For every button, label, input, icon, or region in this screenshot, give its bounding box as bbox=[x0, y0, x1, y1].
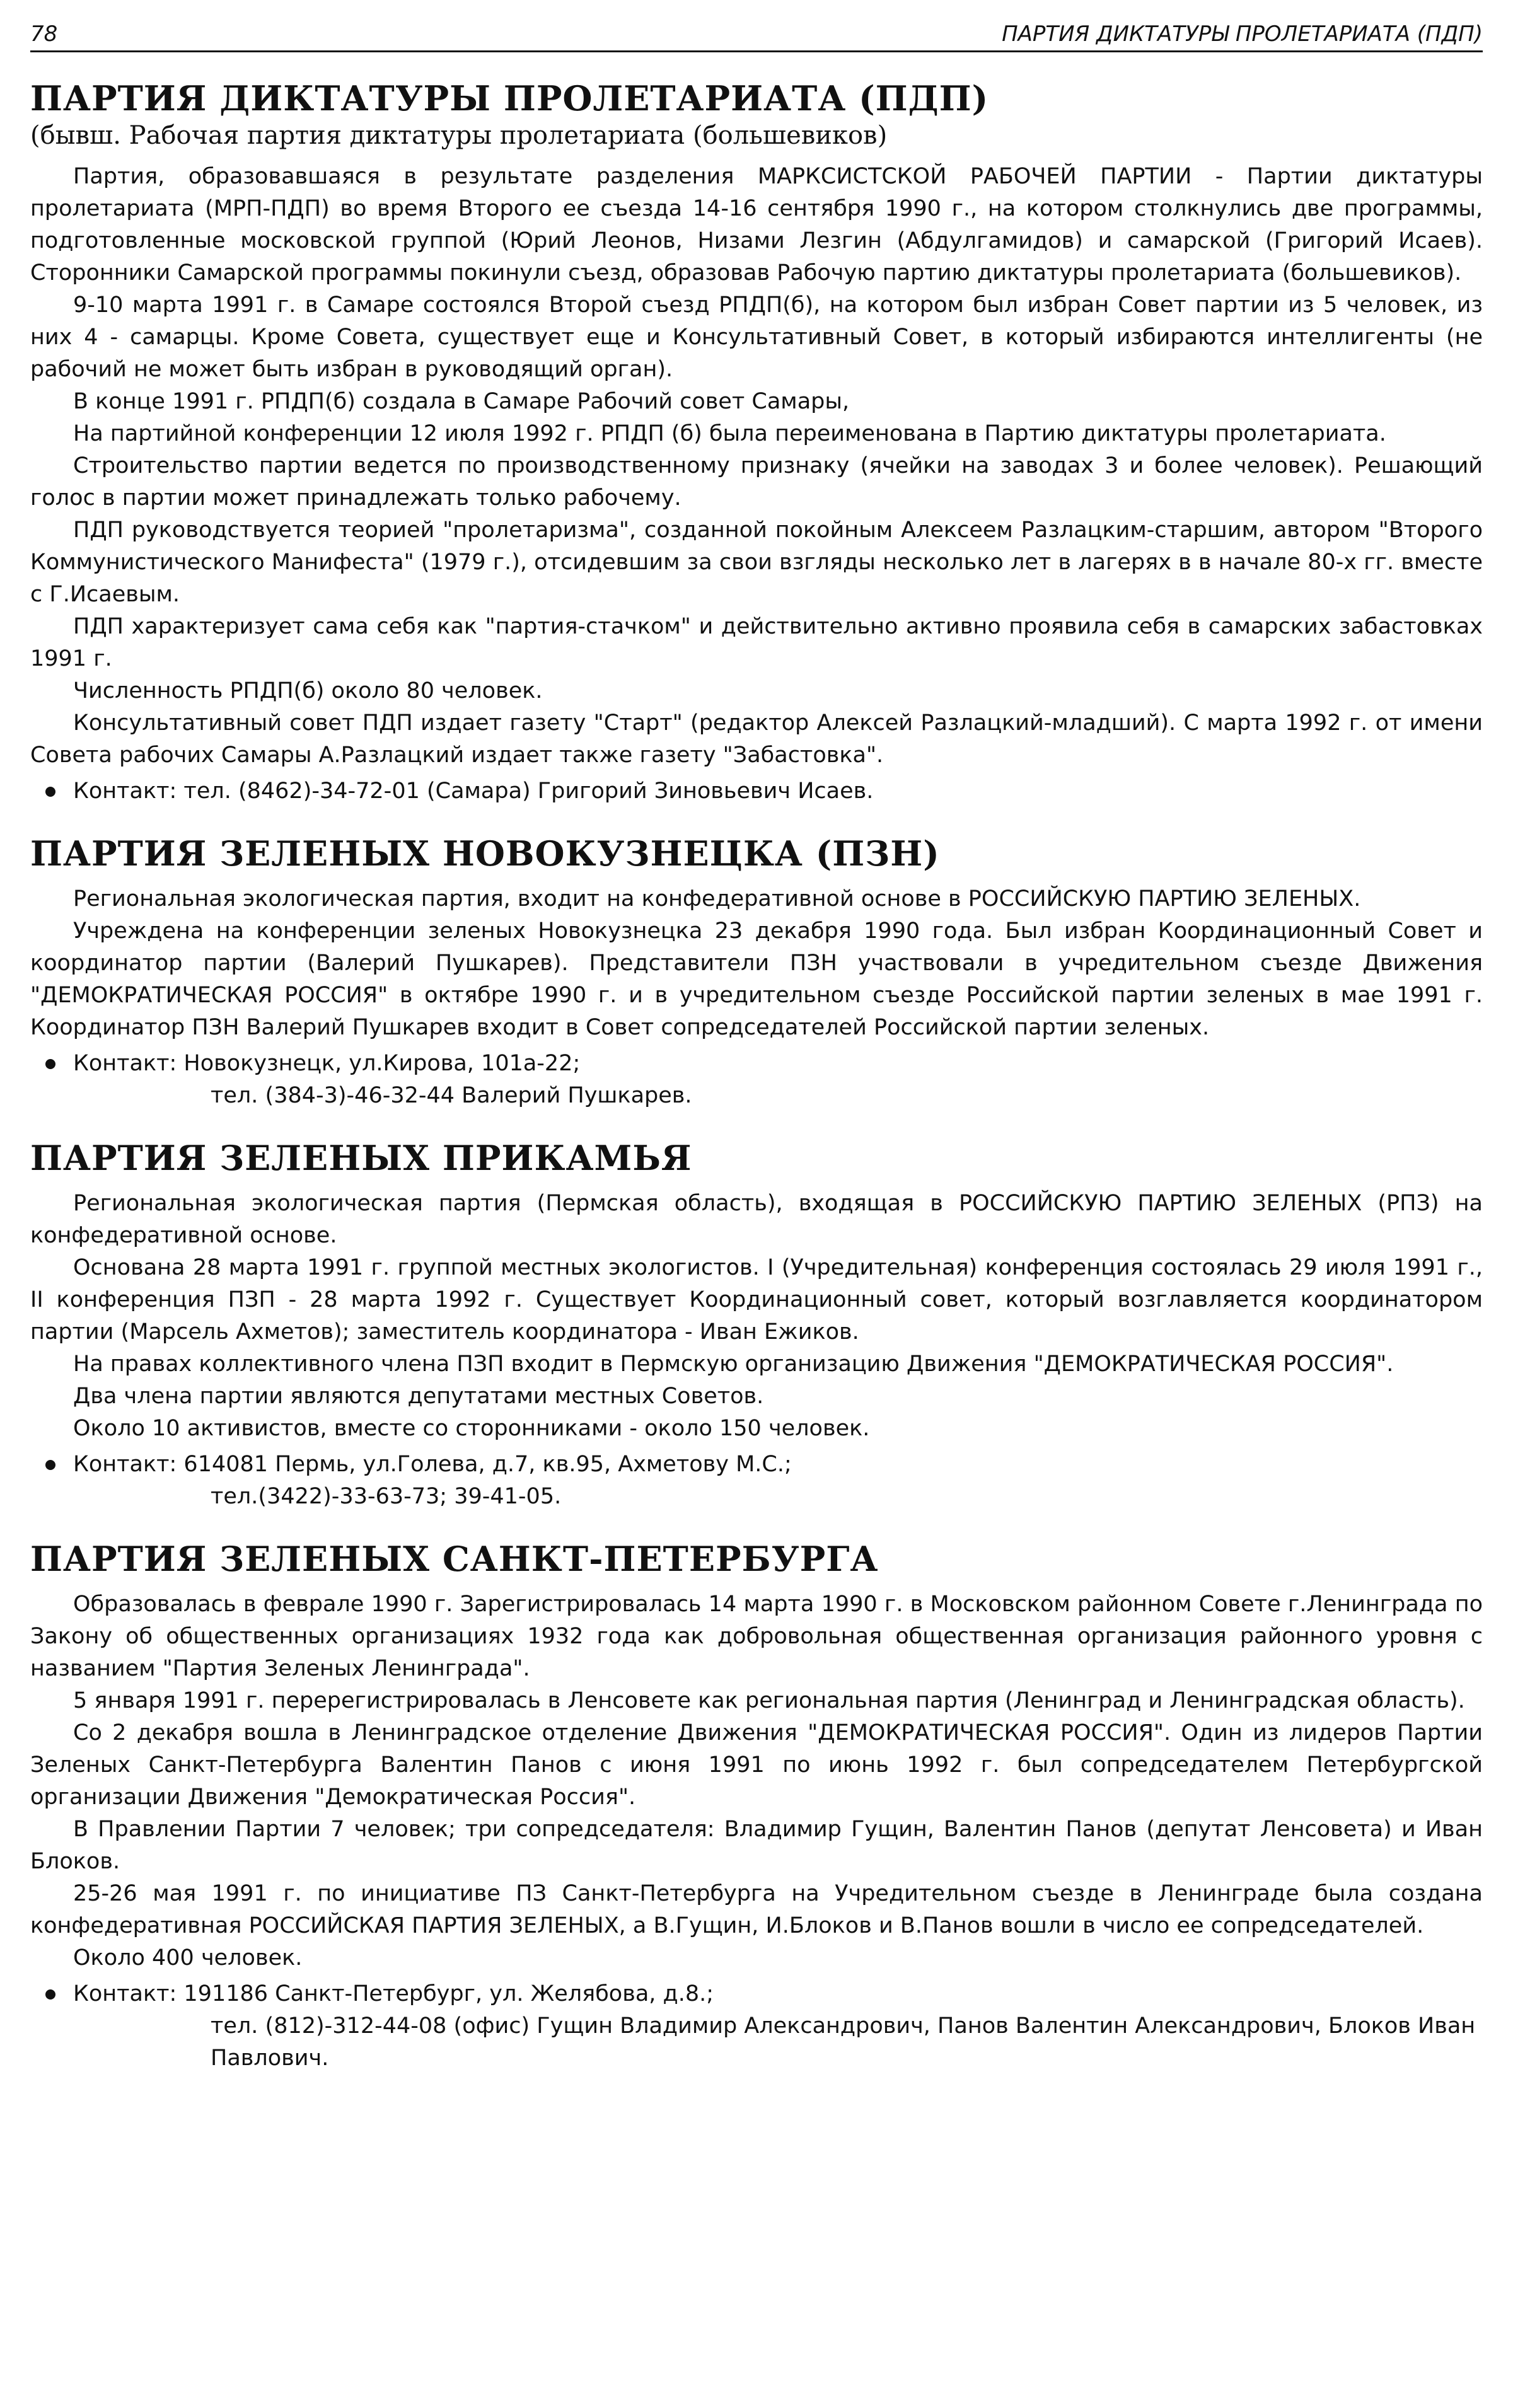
section-title: ПАРТИЯ ЗЕЛЕНЫХ САНКТ-ПЕТЕРБУРГА bbox=[30, 1539, 879, 1579]
running-header bbox=[30, 18, 1483, 52]
party-section bbox=[30, 78, 1483, 807]
paragraph: ПДП характеризует сама себя как "партия-стачком" и действительно активно проявила себя в самарских забастовках 1991 г. bbox=[30, 614, 1483, 671]
sections-container bbox=[30, 78, 1483, 2075]
paragraph: Консультативный совет ПДП издает газету "Старт" (редактор Алексей Разлацкий-младший). С марта 1992 г. от имени Совета рабочих Самары А.Разлацкий издает также газету "Забастовка". bbox=[30, 710, 1483, 768]
paragraph: Строительство партии ведется по производственному признаку (ячейки на заводах 3 и более человек). Решающий голос в партии может принадлежать только рабочему. bbox=[30, 453, 1483, 511]
paragraph: Партия, образовавшаяся в результате разделения МАРКСИСТСКОЙ РАБОЧЕЙ ПАРТИИ - Партии диктатуры пролетариата (МРП-ПДП) во время Второго ее съезда 14-16 сентября 1990 г., на котором столкнулись две программы, подготовленные московской группой (Юрий Леонов, Низами Лезгин (Абдулгамидов) и самарской (Григорий Исаев). Сторонники Самарской программы покинули съезд, образовав Рабочую партию диктатуры пролетариата (большевиков). bbox=[30, 164, 1483, 286]
party-section bbox=[30, 833, 1483, 1112]
contact-line: Контакт: 614081 Пермь, ул.Голева, д.7, кв.95, Ахметову М.С.; bbox=[73, 1452, 792, 1477]
section-title: ПАРТИЯ ЗЕЛЕНЫХ НОВОКУЗНЕЦКА (ПЗН) bbox=[30, 833, 940, 874]
contact-line: Контакт: Новокузнецк, ул.Кирова, 101а-22; bbox=[73, 1051, 581, 1076]
running-title: ПАРТИЯ ДИКТАТУРЫ ПРОЛЕТАРИАТА (ПДП) bbox=[1002, 21, 1483, 47]
contact-block bbox=[30, 1449, 1483, 1513]
paragraph: Региональная экологическая партия (Пермская область), входящая в РОССИЙСКУЮ ПАРТИЮ ЗЕЛЕНЫХ (РПЗ) на конфедеративной основе. bbox=[30, 1191, 1483, 1248]
contact-block bbox=[30, 1048, 1483, 1112]
paragraph: 25-26 мая 1991 г. по инициативе ПЗ Санкт-Петербурга на Учредительном съезде в Ленинграде была создана конфедеративная РОССИЙСКАЯ ПАРТИЯ ЗЕЛЕНЫХ, а В.Гущин, И.Блоков и В.Панов вошли в число ее сопредседателей. bbox=[30, 1881, 1483, 1938]
contact-line: тел. (384-3)-46-32-44 Валерий Пушкарев. bbox=[211, 1083, 692, 1108]
paragraph: Численность РПДП(б) около 80 человек. bbox=[73, 678, 543, 703]
paragraph: Региональная экологическая партия, входит на конфедеративной основе в РОССИЙСКУЮ ПАРТИЮ ЗЕЛЕНЫХ. bbox=[73, 886, 1361, 912]
paragraph: ПДП руководствуется теорией "пролетаризма", созданной покойным Алексеем Разлацким-старшим, автором "Второго Коммунистического Манифеста" (1979 г.), отсидевшим за свои взгляды несколько лет в лагерях в в начале 80-х гг. вместе с Г.Исаевым. bbox=[30, 518, 1483, 607]
party-section bbox=[30, 1137, 1483, 1513]
paragraph: В Правлении Партии 7 человек; три сопредседателя: Владимир Гущин, Валентин Панов (депутат Ленсовета) и Иван Блоков. bbox=[30, 1817, 1483, 1874]
paragraph: Образовалась в феврале 1990 г. Зарегистрировалась 14 марта 1990 г. в Московском районном Совете г.Ленинграда по Закону об общественных организациях 1932 года как добровольная общественная организация районного уровня с названием "Партия Зеленых Ленинграда". bbox=[30, 1592, 1483, 1681]
paragraph: 5 января 1991 г. перерегистрировалась в Ленсовете как региональная партия (Ленинград и Ленинградская область). bbox=[73, 1688, 1465, 1713]
paragraph: В конце 1991 г. РПДП(б) создала в Самаре Рабочий совет Самары, bbox=[73, 389, 850, 414]
section-subtitle: (бывш. Рабочая партия диктатуры пролетариата (большевиков) bbox=[30, 121, 888, 150]
paragraph: Два члена партии являются депутатами местных Советов. bbox=[73, 1384, 764, 1409]
paragraph: Основана 28 марта 1991 г. группой местных экологистов. I (Учредительная) конференция состоялась 29 июля 1991 г., II конференция ПЗП - 28 марта 1992 г. Существует Координационный совет, который возглавляется координатором партии (Марсель Ахметов); заместитель координатора - Иван Ежиков. bbox=[30, 1255, 1483, 1345]
paragraph: На партийной конференции 12 июля 1992 г. РПДП (б) была переименована в Партию диктатуры пролетариата. bbox=[73, 421, 1386, 446]
section-title: ПАРТИЯ ЗЕЛЕНЫХ ПРИКАМЬЯ bbox=[30, 1138, 692, 1178]
contact-block bbox=[30, 775, 1483, 807]
party-section bbox=[30, 1538, 1483, 2075]
paragraph: Около 10 активистов, вместе со сторонниками - около 150 человек. bbox=[73, 1416, 870, 1441]
paragraph: 9-10 марта 1991 г. в Самаре состоялся Второй съезд РПДП(б), на котором был избран Совет партии из 5 человек, из них 4 - самарцы. Кроме Совета, существует еще и Консультативный Совет, в который избираются интеллигенты (не рабочий не может быть избран в руководящий орган). bbox=[30, 292, 1483, 382]
section-title: ПАРТИЯ ДИКТАТУРЫ ПРОЛЕТАРИАТА (ПДП) bbox=[30, 78, 989, 119]
contact-line: тел. (812)-312-44-08 (офис) Гущин Владимир Александрович, Панов Валентин Александрович, Блоков Иван Павлович. bbox=[211, 2013, 1476, 2071]
contact-line: Контакт: тел. (8462)-34-72-01 (Самара) Григорий Зиновьевич Исаев. bbox=[73, 779, 874, 804]
page-number: 78 bbox=[30, 21, 58, 47]
contact-line: Контакт: 191186 Санкт-Петербург, ул. Желябова, д.8.; bbox=[73, 1981, 714, 2006]
paragraph: Учреждена на конференции зеленых Новокузнецка 23 декабря 1990 года. Был избран Координационный Совет и координатор партии (Валерий Пушкарев). Представители ПЗН участвовали в учредительном съезде Движения "ДЕМОКРАТИЧЕСКАЯ РОССИЯ" в октябре 1990 г. и в учредительном съезде Российской партии зеленых в мае 1991 г. Координатор ПЗН Валерий Пушкарев входит в Совет сопредседателей Российской партии зеленых. bbox=[30, 918, 1483, 1040]
paragraph: На правах коллективного члена ПЗП входит в Пермскую организацию Движения "ДЕМОКРАТИЧЕСКАЯ РОССИЯ". bbox=[73, 1352, 1394, 1377]
contact-block bbox=[30, 1978, 1483, 2075]
paragraph: Со 2 декабря вошла в Ленинградское отделение Движения "ДЕМОКРАТИЧЕСКАЯ РОССИЯ". Один из лидеров Партии Зеленых Санкт-Петербурга Валентин Панов с июня 1991 по июнь 1992 г. был сопредседателем Петербургской организации Движения "Демократическая Россия". bbox=[30, 1720, 1483, 1810]
document-page bbox=[30, 18, 1483, 2075]
contact-line: тел.(3422)-33-63-73; 39-41-05. bbox=[211, 1484, 562, 1509]
paragraph: Около 400 человек. bbox=[73, 1945, 303, 1971]
